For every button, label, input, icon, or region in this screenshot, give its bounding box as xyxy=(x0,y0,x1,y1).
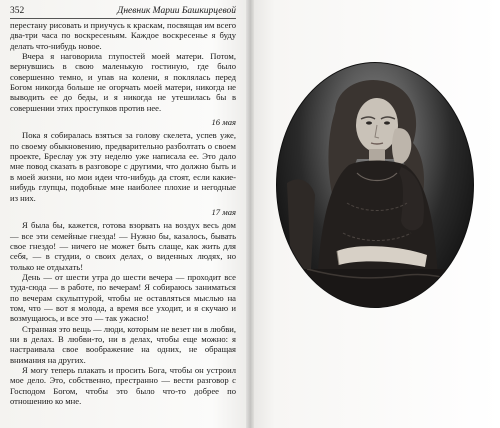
running-title: Дневник Марии Башкирцевой xyxy=(117,6,236,16)
portrait-photo xyxy=(276,62,474,308)
diary-date: 16 мая xyxy=(211,117,236,128)
page-number: 352 xyxy=(10,6,25,16)
diary-date: 17 мая xyxy=(211,206,236,217)
book-gutter xyxy=(246,0,254,428)
paragraph: Странная это вещь — люди, которым не везет ни в любви, ни в делах. В любви-то, ни в делах, чтобы еще можно: я настраивала свое воображение на одних, не обращая внимания на других. xyxy=(10,323,236,365)
paragraph: перестану рисовать и приучусь к краскам, посвящая им всего два-три часа по воскресеньям. Каждое воскресенье я буду делать что-нибудь новое. xyxy=(10,20,236,51)
paragraph: Пока я собиралась взяться за голову скелета, успев уже, по своему обыкновению, предварительно разболтать о своем проекте, Бреслау уж эту неделю уже написала ее. Это дало мне повод сказать в разговоре с другими, что должно быть и в моей жизни, но мои идеи что-нибудь да стоят, если какие-нибудь глупцы, подобные мне наиболее плохие и негодные из них. xyxy=(10,130,236,203)
paragraph: Вчера я наговорила глупостей моей матери. Потом, вернувшись в свою маленькую гостиную, где было совершенно темно, и упав на колени, я поклялась перед Богом никогда больше не огорчать моей матери, никогда не выводить ее до беды, и я никогда не утешилась бы в совершении этих проступков против нее. xyxy=(10,51,236,113)
paragraph: Я могу теперь плакать и просить Бога, чтобы он устроил мое дело. Это, собственно, престранно — вести разговор с Господом Богом, чтобы это было что-то добрее по отношению ко мне. xyxy=(10,365,236,407)
body-text xyxy=(10,20,236,406)
paragraph: День — от шести утра до шести вечера — проходит все туда-сюда — в работе, по вечерам! Я собираюсь заниматься по вечерам скульптурой, чтобы не оставляться мыслью на том, что — вот я молода, а время все уходит, и я скучаю и возмущаюсь, и все это — так ужасно! xyxy=(10,271,236,324)
running-header xyxy=(10,4,236,19)
portrait-illustration xyxy=(277,63,473,307)
paragraph: Я была бы, кажется, готова взорвать на воздух весь дом — все эти семейные гнезда! — Нужно бы, казалось, бывать свое гнездо! — ничего не может быть слаще, как жить для себя, — в студии, о своих делах, о виденных людях, но только не отдыхать! xyxy=(10,220,236,272)
